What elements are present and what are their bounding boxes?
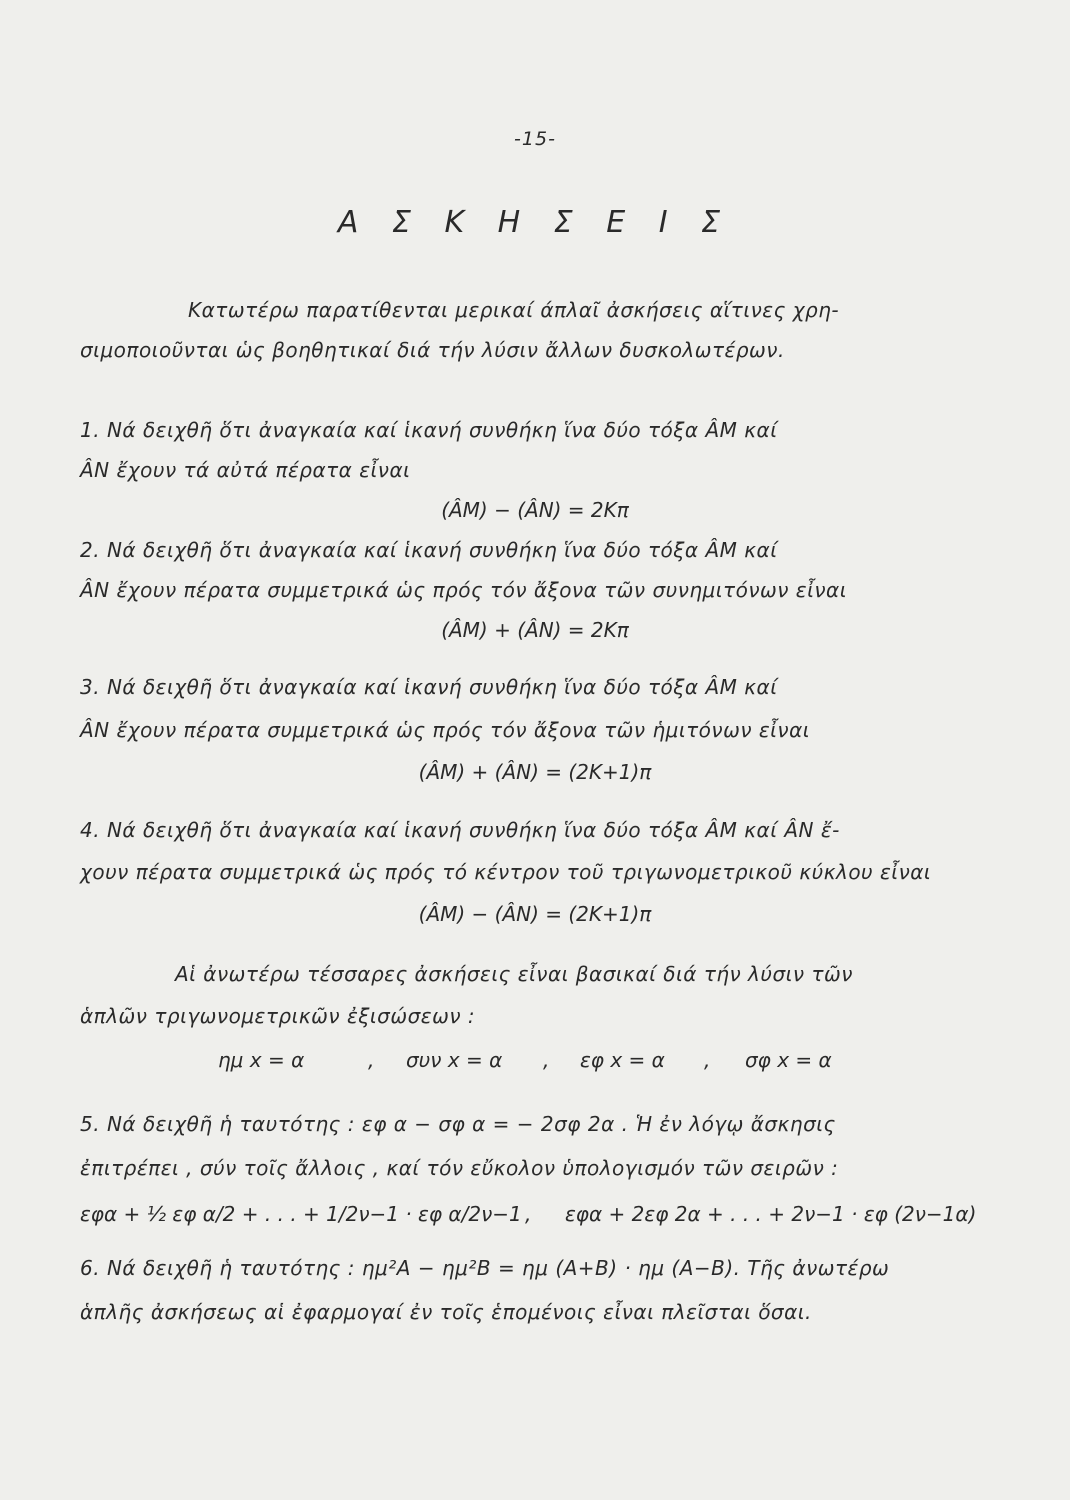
exercise-6-line-1: 6. Νά δειχθῆ ἡ ταυτότης : ημ²Α − ημ²Β = ημ (Α+Β) · ημ (Α−Β). Τῆς ἀνωτέρω <box>80 1256 890 1280</box>
note-line-2: ἁπλῶν τριγωνομετρικῶν ἐξισώσεων : <box>80 1004 476 1028</box>
exercise-2-equation: (ÂM) + (ÂN) = 2Κπ <box>441 618 629 642</box>
exercise-2-line-2: ÂN ἔχουν πέρατα συμμετρικά ὡς πρός τόν ἄξονα τῶν συνημιτόνων εἶναι <box>80 578 847 602</box>
equation-cot: σφ x = α <box>745 1048 832 1072</box>
separator: , <box>704 1048 711 1072</box>
intro-line-2: σιμοποιοῦνται ὡς βοηθητικαί διά τήν λύσιν ἄλλων δυσκολωτέρων. <box>80 338 785 362</box>
equation-cos: συν x = α <box>406 1048 503 1072</box>
separator: , <box>525 1202 532 1226</box>
page-title: Α Σ Κ Η Σ Ε Ι Σ <box>337 205 733 240</box>
exercise-4-line-2: χουν πέρατα συμμετρικά ὡς πρός τό κέντρον τοῦ τριγωνομετρικοῦ κύκλου εἶναι <box>80 860 932 884</box>
exercise-3-equation: (ÂM) + (ÂN) = (2Κ+1)π <box>418 760 652 784</box>
intro-line-1: Κατωτέρω παρατίθενται μερικαί άπλαῖ ἀσκήσεις αἵτινες χρη- <box>188 298 840 322</box>
exercise-4-equation: (ÂM) − (ÂN) = (2Κ+1)π <box>418 902 652 926</box>
equation-tan: εφ x = α <box>580 1048 665 1072</box>
exercise-1-equation: (ÂM) − (ÂN) = 2Κπ <box>441 498 629 522</box>
exercise-4-line-1: 4. Νά δειχθῆ ὅτι ἀναγκαία καί ἱκανή συνθήκη ἵνα δύο τόξα ÂM καί ÂN ἔ- <box>80 818 840 842</box>
separator: , <box>543 1048 550 1072</box>
exercise-1-line-1: 1. Νά δειχθῆ ὅτι ἀναγκαία καί ἱκανή συνθήκη ἵνα δύο τόξα ÂM καί <box>80 418 778 442</box>
exercise-6-line-2: ἁπλῆς ἀσκήσεως αἱ ἐφαρμογαί ἐν τοῖς ἑπομένοις εἶναι πλεῖσται ὅσαι. <box>80 1300 812 1324</box>
separator: , <box>368 1048 375 1072</box>
exercise-3-line-2: ÂN ἔχουν πέρατα συμμετρικά ὡς πρός τόν ἄξονα τῶν ἡμιτόνων εἶναι <box>80 718 811 742</box>
note-line-1: Αἱ ἀνωτέρω τέσσαρες ἀσκήσεις εἶναι βασικαί διά τήν λύσιν τῶν <box>175 962 853 986</box>
exercise-2-line-1: 2. Νά δειχθῆ ὅτι ἀναγκαία καί ἱκανή συνθήκη ἵνα δύο τόξα ÂM καί <box>80 538 778 562</box>
exercise-5-series-1: εφα + ½ εφ α/2 + . . . + 1/2ν−1 · εφ α/2ν−1 <box>80 1202 522 1226</box>
exercise-3-line-1: 3. Νά δειχθῆ ὅτι ἀναγκαία καί ἱκανή συνθήκη ἵνα δύο τόξα ÂM καί <box>80 675 778 699</box>
equation-sin: ημ x = α <box>218 1048 305 1072</box>
exercise-1-line-2: ÂN ἔχουν τά αὐτά πέρατα εἶναι <box>80 458 411 482</box>
page-number: -15- <box>514 128 556 150</box>
exercise-5-line-2: ἐπιτρέπει , σύν τοῖς ἄλλοις , καί τόν εὔκολον ὑπολογισμόν τῶν σειρῶν : <box>80 1156 839 1180</box>
exercise-5-series-2: εφα + 2εφ 2α + . . . + 2ν−1 · εφ (2ν−1α) <box>565 1202 977 1226</box>
exercise-5-line-1: 5. Νά δειχθῆ ἡ ταυτότης : εφ α − σφ α = − 2σφ 2α . Ἡ ἐν λόγῳ ἄσκησις <box>80 1112 836 1136</box>
